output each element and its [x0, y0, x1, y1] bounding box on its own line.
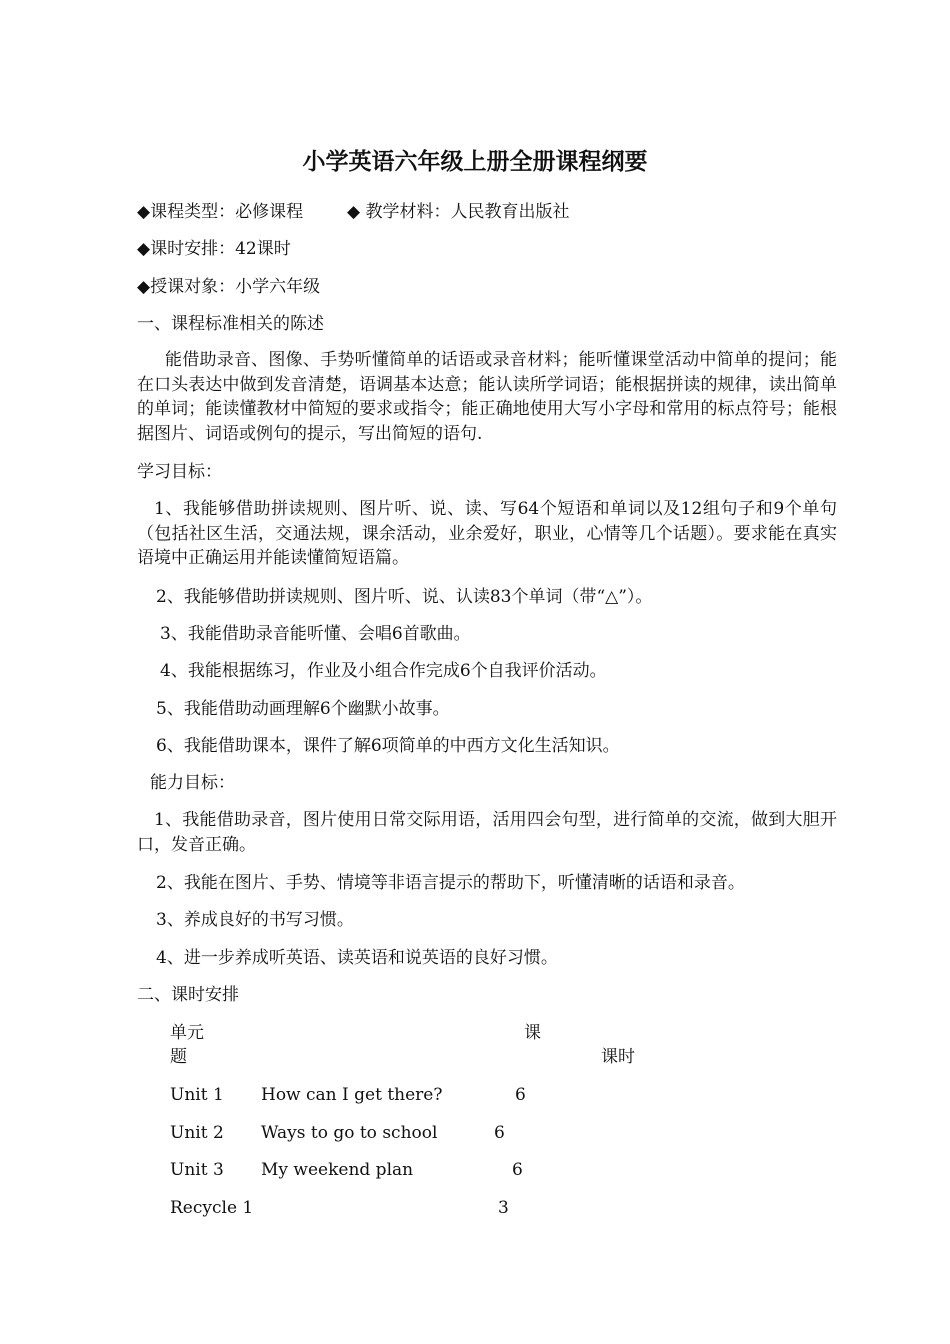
page-title: 小学英语六年级上册全册课程纲要 — [302, 148, 648, 175]
learning-goal-4: 4、我能根据练习，作业及小组合作完成6个自我评价活动。 — [160, 661, 607, 681]
ability-goal-1: 1、我能借助录音，图片使用日常交际用语，活用四会句型，进行简单的交流，做到大胆开口，发音正确。 — [137, 810, 837, 855]
teaching-material: ◆ 教学材料：人民教育出版社 — [347, 202, 570, 222]
section1-heading: 一、课程标准相关的陈述 — [137, 314, 324, 334]
ability-goals-heading: 能力目标： — [150, 773, 235, 793]
ability-goal-3: 3、养成良好的书写习惯。 — [156, 910, 354, 930]
row-hours: 3 — [498, 1198, 509, 1218]
row-topic: How can I get there? — [261, 1085, 443, 1105]
ability-goal-4: 4、进一步养成听英语、读英语和说英语的良好习惯。 — [156, 948, 558, 968]
class-hours: ◆课时安排：42课时 — [137, 239, 291, 259]
course-type: ◆课程类型：必修课程 — [137, 202, 304, 222]
row-unit: Unit 3 — [170, 1160, 224, 1180]
ability-goal-2: 2、我能在图片、手势、情境等非语言提示的帮助下，听懂清晰的话语和录音。 — [156, 873, 745, 893]
row-topic: My weekend plan — [261, 1160, 414, 1180]
header-unit: 单元 — [170, 1023, 204, 1043]
standards-paragraph: 能借助录音、图像、手势听懂简单的话语或录音材料；能听懂课堂活动中简单的提问；能在口头表达中做到发音清楚，语调基本达意；能认读所学词语；能根据拼读的规律，读出简单的单词；能读懂教材中简短的要求或指令；能正确地使用大写小字母和常用的标点符号；能根据图片、词语或例句的提示，写出简短的语句. — [137, 350, 837, 444]
audience: ◆授课对象：小学六年级 — [137, 277, 321, 297]
header-unit-cont: 题 — [170, 1047, 187, 1067]
learning-goal-1: 1、我能够借助拼读规则、图片听、说、读、写64个短语和单词以及12组句子和9个单句（包括社区生活，交通法规，课余活动，业余爱好，职业，心情等几个话题）。要求能在真实语境中正确运用并能读懂简短语篇。 — [137, 499, 837, 568]
row-unit: Recycle 1 — [170, 1198, 254, 1218]
learning-goal-6: 6、我能借助课本，课件了解6项简单的中西方文化生活知识。 — [156, 736, 620, 756]
row-hours: 6 — [515, 1085, 526, 1105]
header-hours: 课时 — [601, 1047, 635, 1067]
learning-goal-2: 2、我能够借助拼读规则、图片听、说、认读83个单词（带“△”）。 — [156, 587, 653, 607]
row-hours: 6 — [512, 1160, 523, 1180]
row-hours: 6 — [494, 1123, 505, 1143]
learning-goal-3: 3、我能借助录音能听懂、会唱6首歌曲。 — [160, 624, 471, 644]
section2-heading: 二、课时安排 — [137, 985, 239, 1005]
header-topic: 课 — [524, 1023, 541, 1043]
row-unit: Unit 1 — [170, 1085, 224, 1105]
learning-goals-heading: 学习目标： — [137, 462, 222, 482]
row-unit: Unit 2 — [170, 1123, 224, 1143]
learning-goal-5: 5、我能借助动画理解6个幽默小故事。 — [156, 699, 450, 719]
row-topic: Ways to go to school — [261, 1123, 438, 1143]
